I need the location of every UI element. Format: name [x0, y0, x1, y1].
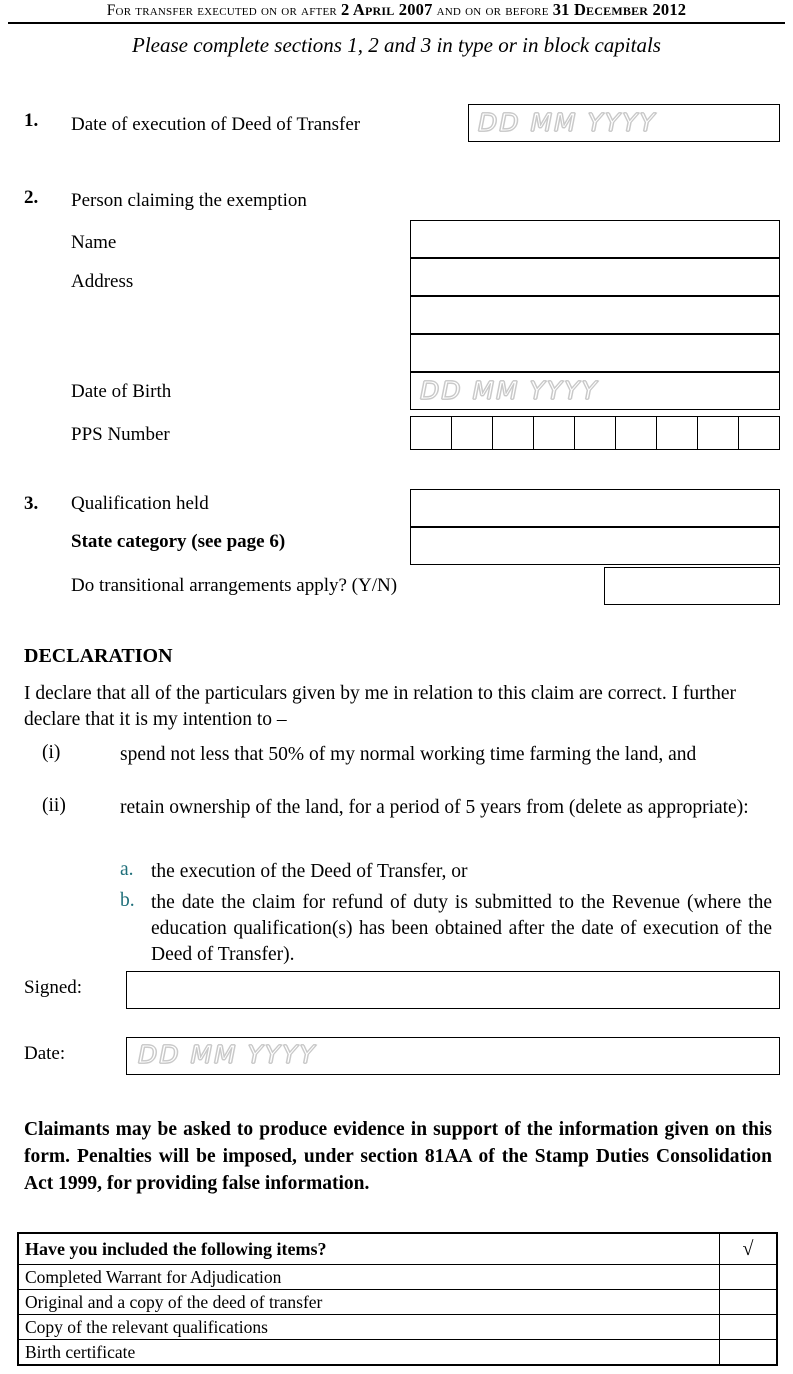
- checklist-item-checkbox[interactable]: [720, 1340, 777, 1365]
- declaration-subitem-b-mark: b.: [120, 890, 135, 911]
- checklist-item-checkbox[interactable]: [720, 1315, 777, 1340]
- checklist-item-label: Completed Warrant for Adjudication: [19, 1265, 720, 1290]
- transitional-arrangements-label: Do transitional arrangements apply? (Y/N): [71, 575, 398, 596]
- pps-number-field[interactable]: [410, 416, 780, 450]
- date-of-birth-field[interactable]: [410, 372, 780, 410]
- date-of-birth-placeholder: DD MM YYYY: [420, 376, 599, 405]
- address-label: Address: [71, 271, 134, 292]
- transitional-arrangements-field[interactable]: [604, 567, 780, 605]
- checklist-item-checkbox[interactable]: [720, 1290, 777, 1315]
- qualification-held-label: Qualification held: [71, 493, 209, 514]
- pps-cell[interactable]: [575, 417, 616, 449]
- section-2-number: 2.: [24, 187, 39, 208]
- header-prefix: For transfer executed on or after: [106, 2, 341, 19]
- signature-date-placeholder: DD MM YYYY: [138, 1040, 317, 1069]
- checklist-header-label: Have you included the following items?: [19, 1234, 720, 1265]
- address-field-line-2[interactable]: [410, 296, 780, 334]
- declaration-intro: I declare that all of the particulars given by me in relation to this claim are correct. I further declare that it is my intention to –: [24, 683, 736, 730]
- section-1-number: 1.: [24, 110, 39, 131]
- signature-date-field[interactable]: [126, 1037, 780, 1075]
- pps-cell[interactable]: [698, 417, 739, 449]
- pps-cell[interactable]: [411, 417, 452, 449]
- table-row: [19, 1340, 777, 1365]
- qualification-held-field[interactable]: [410, 489, 780, 527]
- pps-cell[interactable]: [534, 417, 575, 449]
- pps-number-label: PPS Number: [71, 424, 170, 445]
- state-category-field[interactable]: [410, 527, 780, 565]
- state-category-label: State category (see page 6): [71, 531, 286, 552]
- header-middle: and on or before: [432, 2, 553, 19]
- page-header: [8, 0, 785, 24]
- declaration-item-ii-mark: (ii): [42, 795, 66, 816]
- completion-instruction: Please complete sections 1, 2 and 3 in type or in block capitals: [132, 33, 661, 57]
- execution-date-placeholder: DD MM YYYY: [478, 108, 657, 137]
- checklist-tick-header: √: [720, 1234, 777, 1265]
- section-3-number: 3.: [24, 493, 39, 514]
- pps-cell[interactable]: [739, 417, 779, 449]
- checklist-table: [17, 1232, 778, 1366]
- penalties-warning: Claimants may be asked to produce evidence in support of the information given on this form. Penalties will be imposed, under section 81AA of the Stamp Duties Consolidation Act 1999, for providing false information.: [24, 1119, 772, 1194]
- signature-field[interactable]: [126, 971, 780, 1009]
- checklist-item-label: Birth certificate: [19, 1340, 720, 1365]
- signed-label: Signed:: [24, 977, 83, 998]
- checklist-item-label: Copy of the relevant qualifications: [19, 1315, 720, 1340]
- name-label: Name: [71, 232, 117, 253]
- pps-cell[interactable]: [452, 417, 493, 449]
- pps-cell[interactable]: [657, 417, 698, 449]
- declaration-item-ii-text: retain ownership of the land, for a period of 5 years from (delete as appropriate):: [120, 797, 749, 818]
- name-field[interactable]: [410, 220, 780, 258]
- table-row: [19, 1290, 777, 1315]
- declaration-title: DECLARATION: [24, 645, 173, 667]
- declaration-subitem-b-text: the date the claim for refund of duty is submitted to the Revenue (where the education qualification(s) has been obtained after the date of execution of the Deed of Transfer).: [151, 892, 772, 965]
- declaration-item-i-text: spend not less that 50% of my normal working time farming the land, and: [120, 744, 697, 765]
- declaration-item-i-mark: (i): [42, 742, 61, 763]
- header-date-to: 31 December 2012: [552, 0, 687, 19]
- table-row: [19, 1315, 777, 1340]
- pps-cell[interactable]: [616, 417, 657, 449]
- table-row: [19, 1265, 777, 1290]
- address-field-line-3[interactable]: [410, 334, 780, 372]
- section-1-label: Date of execution of Deed of Transfer: [71, 114, 361, 135]
- pps-cell[interactable]: [493, 417, 534, 449]
- header-date-from: 2 April 2007: [340, 0, 433, 19]
- checklist-item-checkbox[interactable]: [720, 1265, 777, 1290]
- table-row: [19, 1234, 777, 1265]
- signature-date-label: Date:: [24, 1043, 66, 1064]
- declaration-subitem-a-mark: a.: [120, 859, 134, 880]
- declaration-subitem-a-text: the execution of the Deed of Transfer, or: [151, 861, 468, 882]
- section-2-label: Person claiming the exemption: [71, 190, 307, 211]
- address-field-line-1[interactable]: [410, 258, 780, 296]
- date-of-birth-label: Date of Birth: [71, 381, 172, 402]
- checklist-item-label: Original and a copy of the deed of transfer: [19, 1290, 720, 1315]
- execution-date-field[interactable]: [468, 104, 780, 142]
